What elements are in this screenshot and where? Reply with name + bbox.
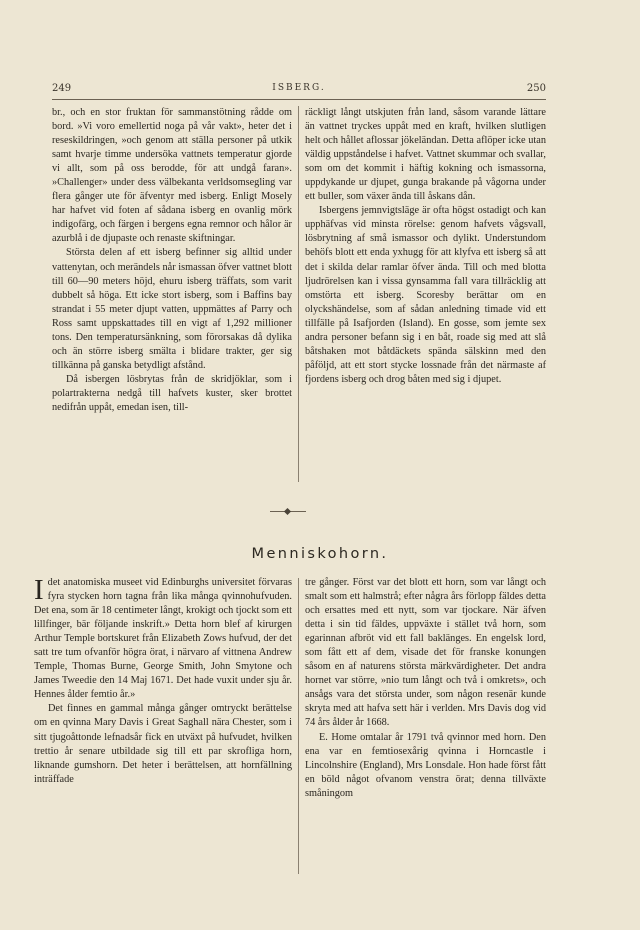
column-divider	[298, 106, 299, 482]
left-page-number: 249	[52, 83, 72, 94]
paragraph: Det finnes en gammal många gånger omtryckt berättelse om en qvinna Mary Davis i Great Saghall nära Chester, som i sitt tjugoåttonde lefnadsår fick en utväxt på hufvudet, hvilken trettio år senare utbildade sig till ett par skrofliga horn, liknande gumshorn. Det heter i berättelsen, att hornfällning inträffade	[34, 703, 292, 785]
paragraph	[34, 576, 292, 702]
paragraph: E. Home omtalar år 1791 två qvinnor med horn. Den ena var en femtiosexårig qvinna i Horncastle i Lincolnshire (England), Mrs Lonsdale. Hon hade först fått en böld något ofvanom venstra örat; denna tillväxte småningom	[305, 731, 546, 799]
paragraph: Då isbergen lösbrytas från de skridjöklar, som i polartrakterna nedgå till hafvets kuster, sker brottet nedifrån uppåt, emedan isen, till-	[52, 373, 292, 413]
column-divider	[298, 578, 299, 874]
paragraph: br., och en stor fruktan för sammanstötning rådde om bord. »Vi voro emellertid noga på vår vakt», heter det i reseskildringen, »och genom att ställa personer på utkik samt hvarje timme undersöka vattnets temperatur gjorde vi allt, som på oss berodde, för att undgå faran». »Challenger» under dess välbekanta verldsomsegling var flera gånger ute för äfventyr med isberg. Enligt Mosely har hafvet vid foten af sådana isberg en ovanlig mörk indigofärg, och färgen i bergens egna remnor och hålor är azurblå i de djupaste och renaste skiftningar.	[52, 107, 292, 245]
paragraph: tre gånger. Först var det blott ett horn, som var långt och smalt som ett halmstrå; efter några års förlopp fäldes detta och ersattes med ett nytt, som var tjockare. När äfven detta i sin tid fäldes, uppväxte i stället två horn, som egarinnan afbröt vid ett fall baklänges. En engelsk lord, som fått ett af dem, visade det för franske konungen såsom en af naturens största märkvärdigheter. Det andra hornet var större, »nio tum långt och två i omkrets», och ansågs vara det största under, som någon resenär kunde skryta med att hafva sett här i verlden. Mrs Davis dog vid 74 års ålder år 1668.	[305, 577, 546, 729]
paragraph: Största delen af ett isberg befinner sig alltid under vattenytan, och merändels når ismassan öfver vattnet blott till 60—90 meters höjd, ehuru isberg träffats, som varit dubbelt så höga. Ett icke stort isberg, som i Baffins bay strandat i 55 meter djupt vatten, uppmättes af Parry och Ross samt uppskattades till en vigt af 1,292 millioner tons. Den temperatursänkning, som förorsakas då dylika och än större isberg smälta i blidare trakter, ger sig tillkänna på ganska betydligt afstånd.	[52, 247, 292, 371]
article-title: Menniskohorn.	[251, 546, 389, 562]
header-rule	[52, 99, 546, 100]
paragraph: räckligt långt utskjuten från land, såsom varande lättare än vattnet tryckes uppåt med en kraft, hvilken slutligen helt och hållet aflossar jökeländan. Detta aflöper icke utan väldig uppståndelse i hafvet. Vattnet skummar och svallar, som om det kommit i häftig kokning och ismassorna, uppdykande ur djupet, gunga brakande på vågorna under ett buller, som växer ända till åskans dån.	[305, 107, 546, 203]
top-right-column	[305, 106, 546, 387]
running-header	[52, 83, 546, 97]
right-page-number: 250	[526, 83, 546, 94]
paragraph: Isbergens jemnvigtsläge är ofta högst ostadigt och kan upphäfvas vid minsta rörelse: genom hafvets vågsvall, lösbrytning af små ismassor och dylikt. Understundom behöfs blott ett enda yxhugg för att klyfva ett isberg så att det i skilda delar ramlar öfver ända. Till och med blotta ljudrörelsen kan i vissa gynsamma fall vara tillräcklig att omstörta ett isberg. Scoresby berättar om en olyckshändelse, som af sådan anledning timade vid ett tillfälle på Isafjorden (Island). En gosse, som jemte sex andra personer befann sig i en båt, roade sig med att slå båtshaken mot båtdäckets spända sälskinn med den påföljd, att ett stort stycke lossnade från det närmaste af fjordens isberg och drog båten med sig i djupet.	[305, 205, 546, 385]
article-left-column	[34, 576, 292, 787]
running-title: ISBERG.	[272, 83, 326, 93]
section-ornament	[270, 511, 306, 512]
drop-cap: I	[34, 574, 44, 606]
top-left-column	[52, 106, 292, 415]
article-right-column	[305, 576, 546, 801]
paragraph-text: det anatomiska museet vid Edinburghs universitet förvaras fyra stycken horn tagna från lika många qvinnohufvuden. Det ena, som är 18 centimeter långt, krokigt och tjockt som ett lillfinger, bär följande inskrift.» Detta horn blef af kirurgen Arthur Temple bortskuret från Elizabeth Zows hufvud, der det satt tre tum ofvanför högra örat, i närvaro af vittnena Andrew Temple, Thomas Burne, George Smith, John Smytone och James Tweedie den 14 Maj 1671. Det hade vuxit under sju år. Hennes ålder femtio år.»	[34, 577, 292, 701]
